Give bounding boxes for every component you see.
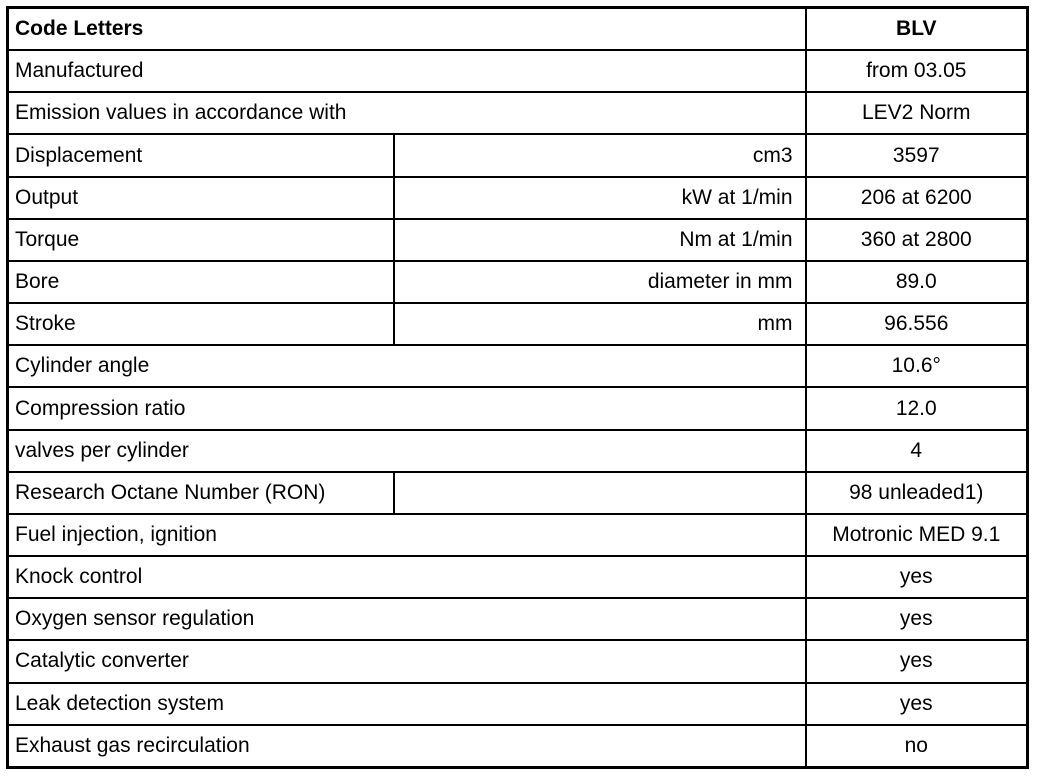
row-value: yes xyxy=(806,640,1028,682)
row-value: 98 unleaded1) xyxy=(806,472,1028,514)
table-row xyxy=(8,219,1028,261)
table-row xyxy=(8,345,1028,387)
row-unit: mm xyxy=(394,303,806,345)
header-value: BLV xyxy=(806,8,1028,51)
row-label: Manufactured xyxy=(8,50,806,92)
row-value: Motronic MED 9.1 xyxy=(806,514,1028,556)
table-row xyxy=(8,556,1028,598)
table-row xyxy=(8,261,1028,303)
row-value: 360 at 2800 xyxy=(806,219,1028,261)
table-row xyxy=(8,177,1028,219)
row-value: LEV2 Norm xyxy=(806,92,1028,134)
table-row xyxy=(8,430,1028,472)
row-unit: diameter in mm xyxy=(394,261,806,303)
row-value: yes xyxy=(806,683,1028,725)
table-row xyxy=(8,598,1028,640)
table-row xyxy=(8,472,1028,514)
row-unit: Nm at 1/min xyxy=(394,219,806,261)
row-label: Knock control xyxy=(8,556,806,598)
table-row xyxy=(8,92,1028,134)
row-label: Cylinder angle xyxy=(8,345,806,387)
row-label: Displacement xyxy=(8,134,394,176)
row-label: Catalytic converter xyxy=(8,640,806,682)
row-label: valves per cylinder xyxy=(8,430,806,472)
row-label: Stroke xyxy=(8,303,394,345)
header-label: Code Letters xyxy=(8,8,806,51)
row-value: 206 at 6200 xyxy=(806,177,1028,219)
table-row xyxy=(8,683,1028,725)
table-row xyxy=(8,134,1028,176)
row-label: Oxygen sensor regulation xyxy=(8,598,806,640)
row-label: Research Octane Number (RON) xyxy=(8,472,394,514)
row-value: 96.556 xyxy=(806,303,1028,345)
row-value: no xyxy=(806,725,1028,768)
table-row xyxy=(8,387,1028,429)
row-unit: cm3 xyxy=(394,134,806,176)
table-row xyxy=(8,50,1028,92)
row-value: 3597 xyxy=(806,134,1028,176)
table-row xyxy=(8,303,1028,345)
table-row xyxy=(8,514,1028,556)
row-label: Compression ratio xyxy=(8,387,806,429)
row-value: 10.6° xyxy=(806,345,1028,387)
row-value: 12.0 xyxy=(806,387,1028,429)
header-row xyxy=(8,8,1028,51)
row-value: yes xyxy=(806,556,1028,598)
row-label: Leak detection system xyxy=(8,683,806,725)
row-label: Emission values in accordance with xyxy=(8,92,806,134)
row-label: Fuel injection, ignition xyxy=(8,514,806,556)
table-row xyxy=(8,640,1028,682)
spec-table-body xyxy=(8,8,1028,768)
row-value: yes xyxy=(806,598,1028,640)
row-value: 4 xyxy=(806,430,1028,472)
table-row xyxy=(8,725,1028,768)
row-label: Exhaust gas recirculation xyxy=(8,725,806,768)
row-value: from 03.05 xyxy=(806,50,1028,92)
row-unit xyxy=(394,472,806,514)
row-unit: kW at 1/min xyxy=(394,177,806,219)
row-label: Output xyxy=(8,177,394,219)
row-label: Torque xyxy=(8,219,394,261)
engine-spec-table xyxy=(6,6,1029,769)
row-value: 89.0 xyxy=(806,261,1028,303)
row-label: Bore xyxy=(8,261,394,303)
